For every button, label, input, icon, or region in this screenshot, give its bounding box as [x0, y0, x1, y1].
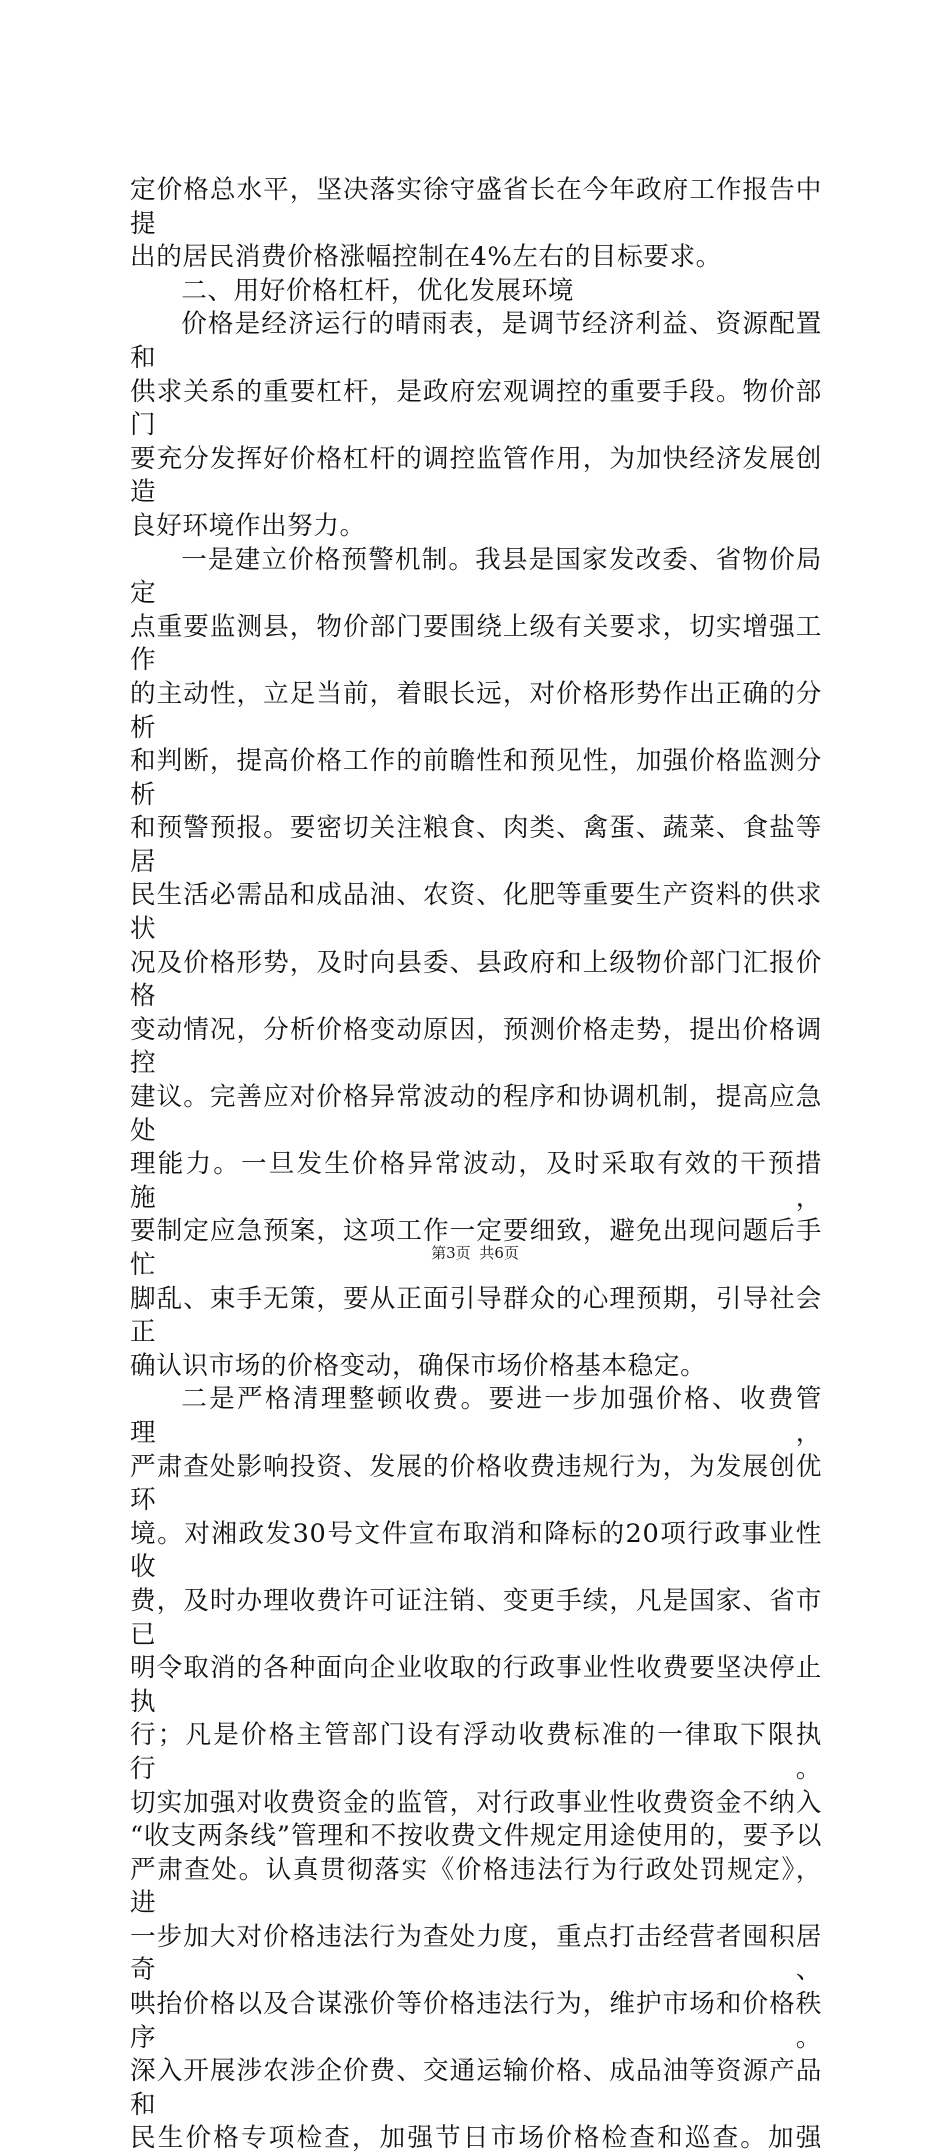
text-line: 一是建立价格预警机制。我县是国家发改委、省物价局定 — [130, 544, 822, 609]
text-line: 二是严格清理整顿收费。要进一步加强价格、收费管理， — [130, 1384, 822, 1448]
text-line: 点重要监测县，物价部门要围绕上级有关要求，切实增强工作 — [130, 611, 822, 676]
text-line: 民生活必需品和成品油、农资、化肥等重要生产资料的供求状 — [130, 880, 822, 945]
text-line: 要制定应急预案，这项工作一定要细致，避免出现问题后手忙 — [130, 1216, 822, 1280]
text-line: 严肃查处。认真贯彻落实《价格违法行为行政处罚规定》，进 — [130, 1854, 822, 1919]
text-line: 切实加强对收费资金的监管，对行政事业性收费资金不纳入 — [130, 1787, 822, 1818]
text-line: 要充分发挥好价格杠杆的调控监管作用，为加快经济发展创造 — [130, 443, 822, 508]
page-footer — [0, 1243, 950, 1263]
text-line: 和预警预报。要密切关注粮食、肉类、禽蛋、蔬菜、食盐等居 — [130, 813, 822, 877]
page-total: 共6页 — [479, 1244, 519, 1262]
text-line: 供求关系的重要杠杆，是政府宏观调控的重要手段。物价部门 — [130, 376, 822, 441]
text-line: 确认识市场的价格变动，确保市场价格基本稳定。 — [130, 1350, 707, 1381]
text-line: 良好环境作出努力。 — [130, 510, 366, 541]
text-line: 变动情况，分析价格变动原因，预测价格走势，提出价格调控 — [130, 1014, 822, 1079]
text-line: 定价格总水平，坚决落实徐守盛省长在今年政府工作报告中提 — [130, 175, 822, 239]
text-line: 行；凡是价格主管部门设有浮动收费标准的一律取下限执行。 — [130, 1720, 822, 1784]
text-line: 民生价格专项检查，加强节日市场价格检查和巡查。加强 — [130, 2123, 822, 2154]
text-line: 二、用好价格杠杆，优化发展环境 — [181, 275, 575, 306]
text-line: 脚乱、束手无策，要从正面引导群众的心理预期，引导社会正 — [130, 1283, 822, 1348]
text-line: 境。对湘政发30号文件宣布取消和降标的20项行政事业性收 — [130, 1518, 822, 1583]
text-line: 一步加大对价格违法行为查处力度，重点打击经营者囤积居奇、 — [130, 1921, 822, 1986]
text-line: 严肃查处影响投资、发展的价格收费违规行为，为发展创优环 — [130, 1451, 822, 1516]
text-line: 况及价格形势，及时向县委、县政府和上级物价部门汇报价格 — [130, 947, 822, 1012]
document-body — [130, 174, 822, 2156]
page-number: 第3页 — [431, 1244, 471, 1262]
text-line: 和判断，提高价格工作的前瞻性和预见性，加强价格监测分析 — [130, 746, 822, 810]
text-line: 费，及时办理收费许可证注销、变更手续，凡是国家、省市已 — [130, 1585, 822, 1650]
text-line: 理能力。一旦发生价格异常波动，及时采取有效的干预措施， — [130, 1149, 822, 1213]
text-line: 深入开展涉农涉企价费、交通运输价格、成品油等资源产品和 — [130, 2056, 822, 2120]
text-line: 建议。完善应对价格异常波动的程序和协调机制，提高应急处 — [130, 1082, 822, 1146]
text-line: 哄抬价格以及合谋涨价等价格违法行为，维护市场和价格秩序。 — [130, 1989, 822, 2053]
text-line: 出的居民消费价格涨幅控制在4%左右的目标要求。 — [130, 242, 722, 273]
text-line: “收支两条线”管理和不按收费文件规定用途使用的，要予以 — [130, 1821, 822, 1852]
text-line: 的主动性，立足当前，着眼长远，对价格形势作出正确的分析 — [130, 678, 822, 743]
text-line: 价格是经济运行的晴雨表，是调节经济利益、资源配置和 — [130, 309, 822, 373]
text-line: 明令取消的各种面向企业收取的行政事业性收费要坚决停止执 — [130, 1653, 822, 1717]
